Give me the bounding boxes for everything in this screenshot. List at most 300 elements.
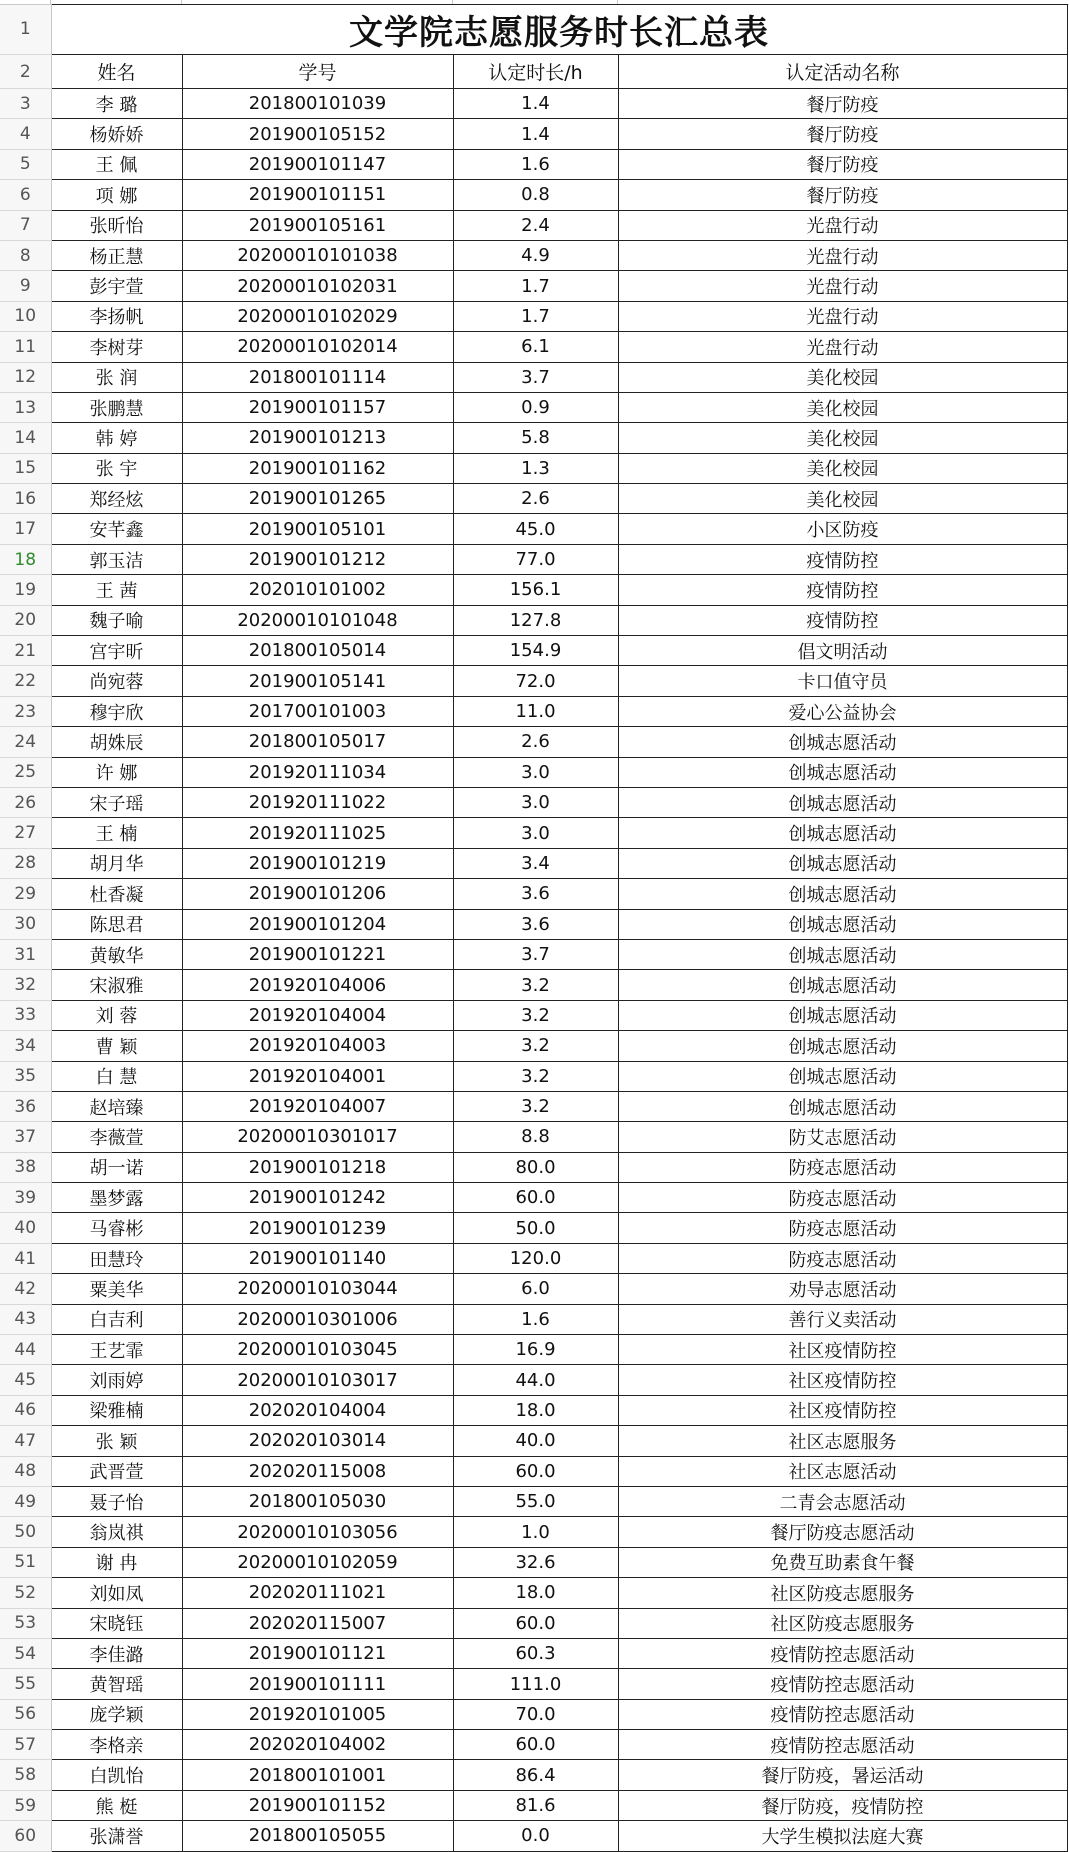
row-number[interactable]: 9 [0,271,51,301]
cell-hours[interactable]: 3.7 [453,362,618,392]
cell-activity[interactable]: 创城志愿活动 [618,1000,1067,1030]
cell-hours[interactable]: 60.3 [453,1638,618,1668]
cell-name[interactable]: 许 娜 [51,757,182,787]
cell-name[interactable]: 王 楠 [51,818,182,848]
cell-name[interactable]: 刘 蓉 [51,1000,182,1030]
cell-hours[interactable]: 1.4 [453,89,618,119]
cell-name[interactable]: 宋子瑶 [51,787,182,817]
row-number[interactable]: 16 [0,484,51,514]
row-number[interactable]: 48 [0,1456,51,1486]
row-number[interactable]: 39 [0,1183,51,1213]
row-number[interactable]: 19 [0,575,51,605]
row-number[interactable]: 10 [0,301,51,331]
cell-student-id[interactable]: 201900101152 [182,1790,453,1820]
row-number[interactable]: 53 [0,1608,51,1638]
cell-name[interactable]: 刘雨婷 [51,1365,182,1395]
row-number[interactable]: 52 [0,1578,51,1608]
cell-name[interactable]: 安芊鑫 [51,514,182,544]
cell-student-id[interactable]: 20200010103045 [182,1335,453,1365]
table-row [0,332,1067,362]
cell-hours[interactable]: 1.7 [453,301,618,331]
cell-activity[interactable]: 社区疫情防控 [618,1335,1067,1365]
row-number[interactable]: 54 [0,1638,51,1668]
cell-name[interactable]: 杨正慧 [51,240,182,270]
cell-hours[interactable]: 1.6 [453,1304,618,1334]
cell-activity[interactable]: 社区志愿活动 [618,1456,1067,1486]
row-number[interactable]: 41 [0,1243,51,1273]
cell-activity[interactable]: 免费互助素食午餐 [618,1547,1067,1577]
cell-student-id[interactable]: 201900101204 [182,909,453,939]
cell-student-id[interactable]: 20200010301006 [182,1304,453,1334]
cell-name[interactable]: 白凯怡 [51,1760,182,1790]
cell-hours[interactable]: 1.4 [453,119,618,149]
cell-hours[interactable]: 3.4 [453,848,618,878]
row-number[interactable]: 45 [0,1365,51,1395]
cell-student-id[interactable]: 201900101147 [182,149,453,179]
cell-name[interactable]: 张 颖 [51,1426,182,1456]
cell-activity[interactable]: 爱心公益协会 [618,696,1067,726]
cell-student-id[interactable]: 202020104002 [182,1730,453,1760]
cell-hours[interactable]: 1.6 [453,149,618,179]
cell-hours[interactable]: 1.0 [453,1517,618,1547]
cell-activity[interactable]: 防疫志愿活动 [618,1183,1067,1213]
cell-name[interactable]: 黄敏华 [51,939,182,969]
cell-hours[interactable]: 3.7 [453,939,618,969]
cell-hours[interactable]: 40.0 [453,1426,618,1456]
cell-name[interactable]: 刘如凤 [51,1578,182,1608]
cell-activity[interactable]: 餐厅防疫 [618,180,1067,210]
row-number[interactable]: 43 [0,1304,51,1334]
cell-name[interactable]: 张 宇 [51,453,182,483]
cell-student-id[interactable]: 201920104007 [182,1091,453,1121]
cell-student-id[interactable]: 202020104004 [182,1395,453,1425]
row-number[interactable]: 4 [0,119,51,149]
header-hours[interactable]: 认定时长/h [453,55,618,89]
cell-activity[interactable]: 倡文明活动 [618,636,1067,666]
cell-name[interactable]: 胡月华 [51,848,182,878]
cell-student-id[interactable]: 201900101221 [182,939,453,969]
cell-activity[interactable]: 防艾志愿活动 [618,1122,1067,1152]
cell-activity[interactable]: 疫情防控 [618,575,1067,605]
cell-hours[interactable]: 70.0 [453,1699,618,1729]
cell-hours[interactable]: 2.4 [453,210,618,240]
cell-hours[interactable]: 50.0 [453,1213,618,1243]
cell-activity[interactable]: 光盘行动 [618,332,1067,362]
row-number[interactable]: 56 [0,1699,51,1729]
cell-name[interactable]: 张 润 [51,362,182,392]
cell-name[interactable]: 李树芽 [51,332,182,362]
cell-name[interactable]: 武晋萱 [51,1456,182,1486]
cell-student-id[interactable]: 201900101218 [182,1152,453,1182]
cell-name[interactable]: 黄智瑶 [51,1669,182,1699]
cell-activity[interactable]: 大学生模拟法庭大赛 [618,1821,1067,1851]
cell-activity[interactable]: 创城志愿活动 [618,879,1067,909]
cell-name[interactable]: 尚宛蓉 [51,666,182,696]
cell-hours[interactable]: 18.0 [453,1578,618,1608]
cell-student-id[interactable]: 20200010301017 [182,1122,453,1152]
cell-activity[interactable]: 创城志愿活动 [618,848,1067,878]
cell-activity[interactable]: 创城志愿活动 [618,757,1067,787]
row-number[interactable]: 30 [0,909,51,939]
cell-name[interactable]: 杨娇娇 [51,119,182,149]
row-number[interactable]: 11 [0,332,51,362]
cell-hours[interactable]: 0.0 [453,1821,618,1851]
cell-student-id[interactable]: 201920101005 [182,1699,453,1729]
cell-student-id[interactable]: 201920111034 [182,757,453,787]
cell-hours[interactable]: 2.6 [453,484,618,514]
cell-name[interactable]: 马睿彬 [51,1213,182,1243]
cell-activity[interactable]: 疫情防控志愿活动 [618,1669,1067,1699]
cell-activity[interactable]: 美化校园 [618,362,1067,392]
cell-hours[interactable]: 1.3 [453,453,618,483]
cell-name[interactable]: 白 慧 [51,1061,182,1091]
cell-activity[interactable]: 创城志愿活动 [618,970,1067,1000]
cell-student-id[interactable]: 20200010103044 [182,1274,453,1304]
cell-hours[interactable]: 60.0 [453,1730,618,1760]
row-number[interactable]: 35 [0,1061,51,1091]
cell-student-id[interactable]: 20200010101048 [182,605,453,635]
row-number[interactable]: 15 [0,453,51,483]
cell-hours[interactable]: 18.0 [453,1395,618,1425]
cell-name[interactable]: 穆宇欣 [51,696,182,726]
cell-activity[interactable]: 创城志愿活动 [618,1091,1067,1121]
cell-hours[interactable]: 3.2 [453,1091,618,1121]
row-number[interactable]: 14 [0,423,51,453]
header-activity[interactable]: 认定活动名称 [618,55,1067,89]
row-number[interactable]: 29 [0,879,51,909]
row-number[interactable]: 38 [0,1152,51,1182]
cell-activity[interactable]: 疫情防控 [618,544,1067,574]
cell-student-id[interactable]: 201900101239 [182,1213,453,1243]
cell-name[interactable]: 墨梦露 [51,1183,182,1213]
row-number[interactable]: 6 [0,180,51,210]
row-number[interactable]: 34 [0,1031,51,1061]
cell-activity[interactable]: 光盘行动 [618,271,1067,301]
row-number[interactable]: 13 [0,392,51,422]
cell-student-id[interactable]: 201920104003 [182,1031,453,1061]
cell-hours[interactable]: 3.0 [453,818,618,848]
row-number[interactable]: 28 [0,848,51,878]
cell-hours[interactable]: 77.0 [453,544,618,574]
cell-hours[interactable]: 3.2 [453,1031,618,1061]
cell-activity[interactable]: 创城志愿活动 [618,727,1067,757]
cell-hours[interactable]: 16.9 [453,1335,618,1365]
cell-name[interactable]: 张昕怡 [51,210,182,240]
cell-student-id[interactable]: 201900101219 [182,848,453,878]
row-number[interactable]: 46 [0,1395,51,1425]
cell-activity[interactable]: 社区疫情防控 [618,1395,1067,1425]
header-name[interactable]: 姓名 [51,55,182,89]
cell-name[interactable]: 王艺霏 [51,1335,182,1365]
cell-activity[interactable]: 美化校园 [618,453,1067,483]
cell-student-id[interactable]: 201800101114 [182,362,453,392]
cell-activity[interactable]: 防疫志愿活动 [618,1152,1067,1182]
row-number[interactable]: 12 [0,362,51,392]
row-number[interactable]: 18 [0,544,51,574]
sheet-title[interactable]: 文学院志愿服务时长汇总表 [51,5,1067,55]
cell-activity[interactable]: 光盘行动 [618,301,1067,331]
cell-hours[interactable]: 5.8 [453,423,618,453]
cell-student-id[interactable]: 201900101265 [182,484,453,514]
cell-student-id[interactable]: 202010101002 [182,575,453,605]
row-number[interactable]: 40 [0,1213,51,1243]
row-number[interactable]: 32 [0,970,51,1000]
row-number[interactable]: 44 [0,1335,51,1365]
cell-name[interactable]: 曹 颖 [51,1031,182,1061]
cell-name[interactable]: 项 娜 [51,180,182,210]
cell-hours[interactable]: 6.0 [453,1274,618,1304]
row-number[interactable]: 27 [0,818,51,848]
cell-name[interactable]: 王 茜 [51,575,182,605]
cell-activity[interactable]: 社区防疫志愿服务 [618,1608,1067,1638]
cell-activity[interactable]: 创城志愿活动 [618,1031,1067,1061]
cell-activity[interactable]: 疫情防控志愿活动 [618,1638,1067,1668]
cell-student-id[interactable]: 201800101001 [182,1760,453,1790]
cell-hours[interactable]: 32.6 [453,1547,618,1577]
row-number[interactable]: 60 [0,1821,51,1851]
cell-student-id[interactable]: 20200010103056 [182,1517,453,1547]
row-number[interactable]: 31 [0,939,51,969]
cell-student-id[interactable]: 201900101206 [182,879,453,909]
cell-activity[interactable]: 小区防疫 [618,514,1067,544]
row-number[interactable]: 58 [0,1760,51,1790]
cell-name[interactable]: 胡姝辰 [51,727,182,757]
row-number[interactable]: 33 [0,1000,51,1030]
cell-student-id[interactable]: 20200010102059 [182,1547,453,1577]
row-number[interactable]: 26 [0,787,51,817]
cell-student-id[interactable]: 20200010102014 [182,332,453,362]
cell-hours[interactable]: 45.0 [453,514,618,544]
cell-activity[interactable]: 卡口值守员 [618,666,1067,696]
row-number[interactable]: 25 [0,757,51,787]
row-number[interactable]: 3 [0,89,51,119]
cell-name[interactable]: 熊 梃 [51,1790,182,1820]
cell-hours[interactable]: 4.9 [453,240,618,270]
cell-hours[interactable]: 0.9 [453,392,618,422]
cell-activity[interactable]: 餐厅防疫，暑运活动 [618,1760,1067,1790]
row-number[interactable]: 36 [0,1091,51,1121]
cell-hours[interactable]: 3.0 [453,787,618,817]
cell-student-id[interactable]: 20200010102031 [182,271,453,301]
cell-activity[interactable]: 创城志愿活动 [618,787,1067,817]
cell-hours[interactable]: 60.0 [453,1183,618,1213]
cell-student-id[interactable]: 202020111021 [182,1578,453,1608]
cell-hours[interactable]: 6.1 [453,332,618,362]
cell-activity[interactable]: 光盘行动 [618,240,1067,270]
cell-student-id[interactable]: 202020115007 [182,1608,453,1638]
cell-student-id[interactable]: 20200010102029 [182,301,453,331]
cell-hours[interactable]: 3.2 [453,1000,618,1030]
cell-name[interactable]: 李扬帆 [51,301,182,331]
cell-student-id[interactable]: 201700101003 [182,696,453,726]
cell-student-id[interactable]: 201800105017 [182,727,453,757]
cell-activity[interactable]: 创城志愿活动 [618,909,1067,939]
cell-name[interactable]: 宫宇昕 [51,636,182,666]
cell-student-id[interactable]: 202020103014 [182,1426,453,1456]
row-number[interactable]: 8 [0,240,51,270]
cell-name[interactable]: 胡一诺 [51,1152,182,1182]
cell-name[interactable]: 粟美华 [51,1274,182,1304]
cell-student-id[interactable]: 201920104006 [182,970,453,1000]
cell-student-id[interactable]: 201920104001 [182,1061,453,1091]
row-number[interactable]: 42 [0,1274,51,1304]
header-student-id[interactable]: 学号 [182,55,453,89]
cell-student-id[interactable]: 201800101039 [182,89,453,119]
cell-name[interactable]: 韩 婷 [51,423,182,453]
cell-student-id[interactable]: 201900101140 [182,1243,453,1273]
cell-activity[interactable]: 餐厅防疫 [618,119,1067,149]
cell-activity[interactable]: 疫情防控志愿活动 [618,1699,1067,1729]
cell-name[interactable]: 李薇萱 [51,1122,182,1152]
row-number[interactable]: 2 [0,55,51,89]
cell-hours[interactable]: 11.0 [453,696,618,726]
row-number[interactable]: 57 [0,1730,51,1760]
row-number[interactable]: 51 [0,1547,51,1577]
cell-activity[interactable]: 社区防疫志愿服务 [618,1578,1067,1608]
cell-student-id[interactable]: 202020115008 [182,1456,453,1486]
cell-name[interactable]: 张潇誉 [51,1821,182,1851]
cell-name[interactable]: 田慧玲 [51,1243,182,1273]
cell-name[interactable]: 赵培臻 [51,1091,182,1121]
cell-activity[interactable]: 二青会志愿活动 [618,1486,1067,1516]
row-number[interactable]: 49 [0,1486,51,1516]
cell-activity[interactable]: 光盘行动 [618,210,1067,240]
cell-student-id[interactable]: 201920111025 [182,818,453,848]
row-number[interactable]: 55 [0,1669,51,1699]
cell-hours[interactable]: 1.7 [453,271,618,301]
cell-student-id[interactable]: 201900105141 [182,666,453,696]
cell-activity[interactable]: 社区疫情防控 [618,1365,1067,1395]
row-number[interactable]: 1 [0,5,51,55]
cell-activity[interactable]: 餐厅防疫 [618,89,1067,119]
cell-student-id[interactable]: 201920111022 [182,787,453,817]
cell-name[interactable]: 谢 冉 [51,1547,182,1577]
row-number[interactable]: 5 [0,149,51,179]
row-number[interactable]: 23 [0,696,51,726]
cell-hours[interactable]: 3.2 [453,1061,618,1091]
cell-hours[interactable]: 0.8 [453,180,618,210]
cell-hours[interactable]: 120.0 [453,1243,618,1273]
row-number[interactable]: 17 [0,514,51,544]
cell-student-id[interactable]: 201900101212 [182,544,453,574]
cell-activity[interactable]: 防疫志愿活动 [618,1213,1067,1243]
cell-name[interactable]: 彭宇萱 [51,271,182,301]
cell-activity[interactable]: 创城志愿活动 [618,1061,1067,1091]
row-number[interactable]: 24 [0,727,51,757]
cell-hours[interactable]: 3.0 [453,757,618,787]
cell-activity[interactable]: 餐厅防疫，疫情防控 [618,1790,1067,1820]
cell-student-id[interactable]: 20200010101038 [182,240,453,270]
cell-hours[interactable]: 2.6 [453,727,618,757]
cell-hours[interactable]: 55.0 [453,1486,618,1516]
cell-activity[interactable]: 餐厅防疫志愿活动 [618,1517,1067,1547]
row-number[interactable]: 20 [0,605,51,635]
cell-student-id[interactable]: 201900101111 [182,1669,453,1699]
cell-name[interactable]: 李 璐 [51,89,182,119]
cell-activity[interactable]: 防疫志愿活动 [618,1243,1067,1273]
cell-name[interactable]: 陈思君 [51,909,182,939]
cell-student-id[interactable]: 201900105101 [182,514,453,544]
table-row [0,1365,1067,1395]
cell-student-id[interactable]: 201900101162 [182,453,453,483]
row-number[interactable]: 47 [0,1426,51,1456]
cell-activity[interactable]: 疫情防控志愿活动 [618,1730,1067,1760]
cell-activity[interactable]: 疫情防控 [618,605,1067,635]
row-number[interactable]: 21 [0,636,51,666]
cell-student-id[interactable]: 201800105014 [182,636,453,666]
row-number[interactable]: 59 [0,1790,51,1820]
row-number[interactable]: 7 [0,210,51,240]
cell-name[interactable]: 郑经炫 [51,484,182,514]
cell-hours[interactable]: 72.0 [453,666,618,696]
cell-hours[interactable]: 86.4 [453,1760,618,1790]
cell-student-id[interactable]: 20200010103017 [182,1365,453,1395]
cell-activity[interactable]: 社区志愿服务 [618,1426,1067,1456]
cell-name[interactable]: 宋晓钰 [51,1608,182,1638]
cell-hours[interactable]: 8.8 [453,1122,618,1152]
cell-student-id[interactable]: 201900101151 [182,180,453,210]
cell-hours[interactable]: 127.8 [453,605,618,635]
cell-activity[interactable]: 美化校园 [618,484,1067,514]
cell-student-id[interactable]: 201900101121 [182,1638,453,1668]
cell-student-id[interactable]: 201900101157 [182,392,453,422]
cell-student-id[interactable]: 201900105152 [182,119,453,149]
cell-name[interactable]: 宋淑雅 [51,970,182,1000]
cell-name[interactable]: 郭玉洁 [51,544,182,574]
cell-student-id[interactable]: 201800105055 [182,1821,453,1851]
row-number[interactable]: 22 [0,666,51,696]
cell-student-id[interactable]: 201900101242 [182,1183,453,1213]
cell-student-id[interactable]: 201800105030 [182,1486,453,1516]
table-row [0,544,1067,574]
cell-hours[interactable]: 111.0 [453,1669,618,1699]
cell-name[interactable]: 梁雅楠 [51,1395,182,1425]
cell-hours[interactable]: 60.0 [453,1608,618,1638]
cell-activity[interactable]: 美化校园 [618,423,1067,453]
cell-hours[interactable]: 3.2 [453,970,618,1000]
cell-hours[interactable]: 154.9 [453,636,618,666]
row-number[interactable]: 50 [0,1517,51,1547]
cell-name[interactable]: 李佳潞 [51,1638,182,1668]
cell-name[interactable]: 白吉利 [51,1304,182,1334]
cell-hours[interactable]: 44.0 [453,1365,618,1395]
cell-name[interactable]: 庞学颖 [51,1699,182,1729]
cell-name[interactable]: 聂子怡 [51,1486,182,1516]
cell-activity[interactable]: 创城志愿活动 [618,818,1067,848]
cell-student-id[interactable]: 201900101213 [182,423,453,453]
cell-activity[interactable]: 劝导志愿活动 [618,1274,1067,1304]
cell-activity[interactable]: 创城志愿活动 [618,939,1067,969]
cell-hours[interactable]: 60.0 [453,1456,618,1486]
cell-hours[interactable]: 81.6 [453,1790,618,1820]
cell-hours[interactable]: 156.1 [453,575,618,605]
cell-name[interactable]: 李格亲 [51,1730,182,1760]
cell-hours[interactable]: 3.6 [453,879,618,909]
row-number[interactable]: 37 [0,1122,51,1152]
cell-hours[interactable]: 3.6 [453,909,618,939]
cell-activity[interactable]: 美化校园 [618,392,1067,422]
cell-name[interactable]: 王 佩 [51,149,182,179]
cell-activity[interactable]: 善行义卖活动 [618,1304,1067,1334]
cell-name[interactable]: 魏子喻 [51,605,182,635]
cell-activity[interactable]: 餐厅防疫 [618,149,1067,179]
cell-student-id[interactable]: 201900105161 [182,210,453,240]
cell-student-id[interactable]: 201920104004 [182,1000,453,1030]
cell-name[interactable]: 翁岚祺 [51,1517,182,1547]
cell-name[interactable]: 张鹏慧 [51,392,182,422]
cell-name[interactable]: 杜香凝 [51,879,182,909]
cell-hours[interactable]: 80.0 [453,1152,618,1182]
